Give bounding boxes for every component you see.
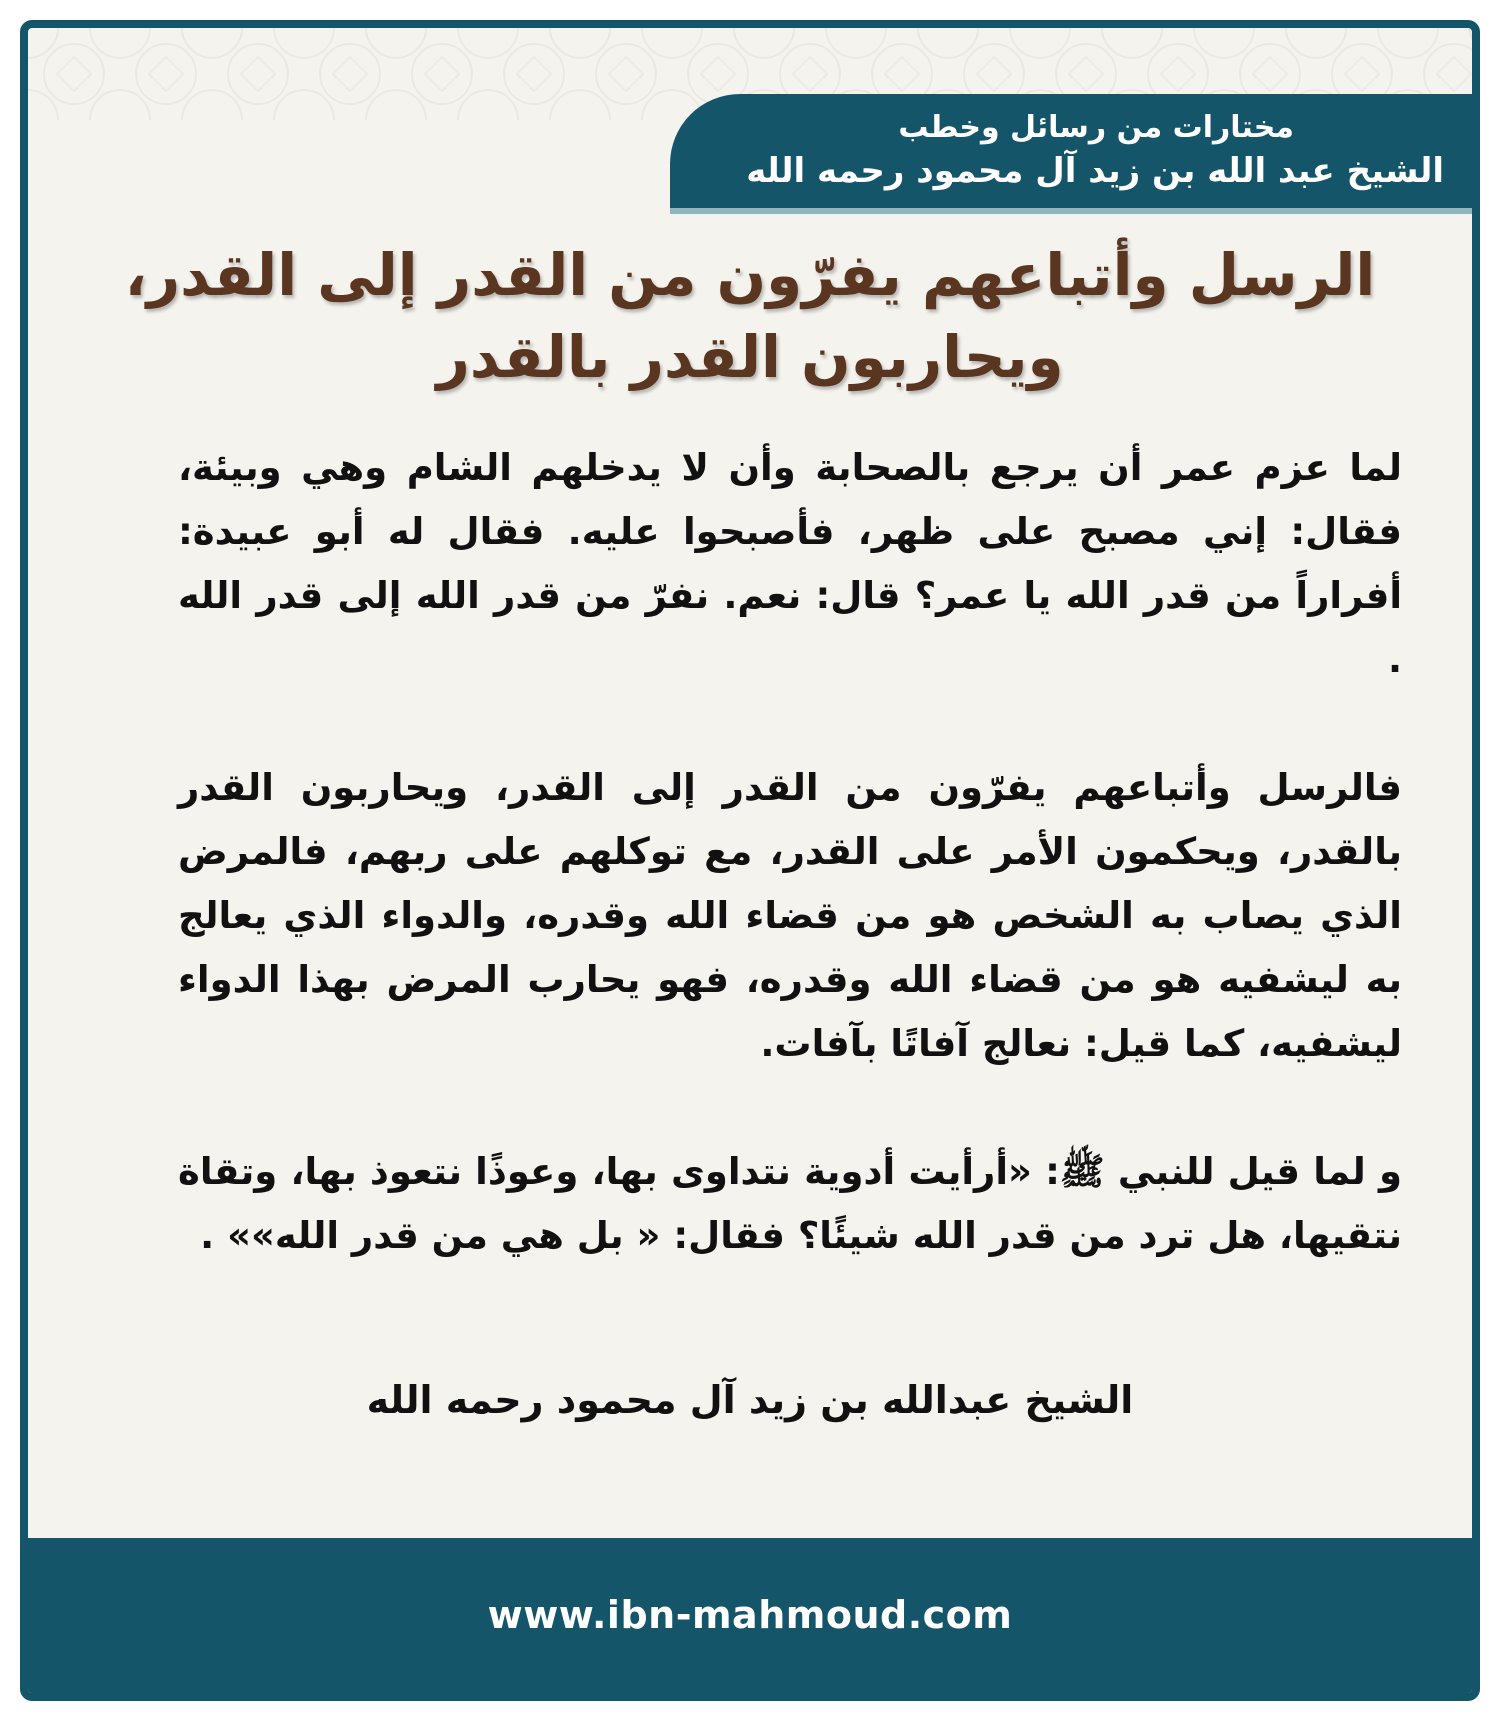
article-body	[178, 436, 1402, 1332]
paragraph-1: لما عزم عمر أن يرجع بالصحابة وأن لا يدخلهم الشام وهي وبيئة، فقال: إني مصبح على ظهر، فأصبحوا عليه. فقال له أبو عبيدة: أفراراً من قدر الله يا عمر؟ قال: نعم. نفرّ من قدر الله إلى قدر الله .	[178, 446, 1402, 681]
footer-bar	[28, 1538, 1472, 1693]
header-author-name: الشيخ عبد الله بن زيد آل محمود رحمه الله	[746, 151, 1444, 191]
title-line-1: الرسل وأتباعهم يفرّون من القدر إلى القدر،	[124, 241, 1376, 309]
paragraph-3: و لما قيل للنبي ﷺ: «أرأيت أدوية نتداوى بها، وعوذًا نتعوذ بها، وتقاة نتقيها، هل ترد من قدر الله شيئًا؟ فقال: « بل هي من قدر الله»» .	[178, 1150, 1402, 1257]
paragraph-2: فالرسل وأتباعهم يفرّون من القدر إلى القدر، ويحاربون القدر بالقدر، ويحكمون الأمر على القدر، مع توكلهم على ربهم، فالمرض الذي يصاب به الشخص هو من قضاء الله وقدره، والدواء الذي يعالج به ليشفيه هو من قضاء الله وقدره، فهو يحارب المرض بهذا الدواء ليشفيه، كما قيل: نعالج آفاتًا بآفات.	[178, 766, 1402, 1065]
website-link[interactable]: www.ibn-mahmoud.com	[487, 1593, 1013, 1637]
page-title	[88, 234, 1412, 398]
author-signature: الشيخ عبدالله بن زيد آل محمود رحمه الله	[366, 1378, 1134, 1422]
title-line-2: ويحاربون القدر بالقدر	[436, 323, 1064, 391]
header-series-title: مختارات من رسائل وخطب	[898, 110, 1294, 145]
header-banner	[670, 94, 1472, 208]
page-frame	[20, 20, 1480, 1701]
